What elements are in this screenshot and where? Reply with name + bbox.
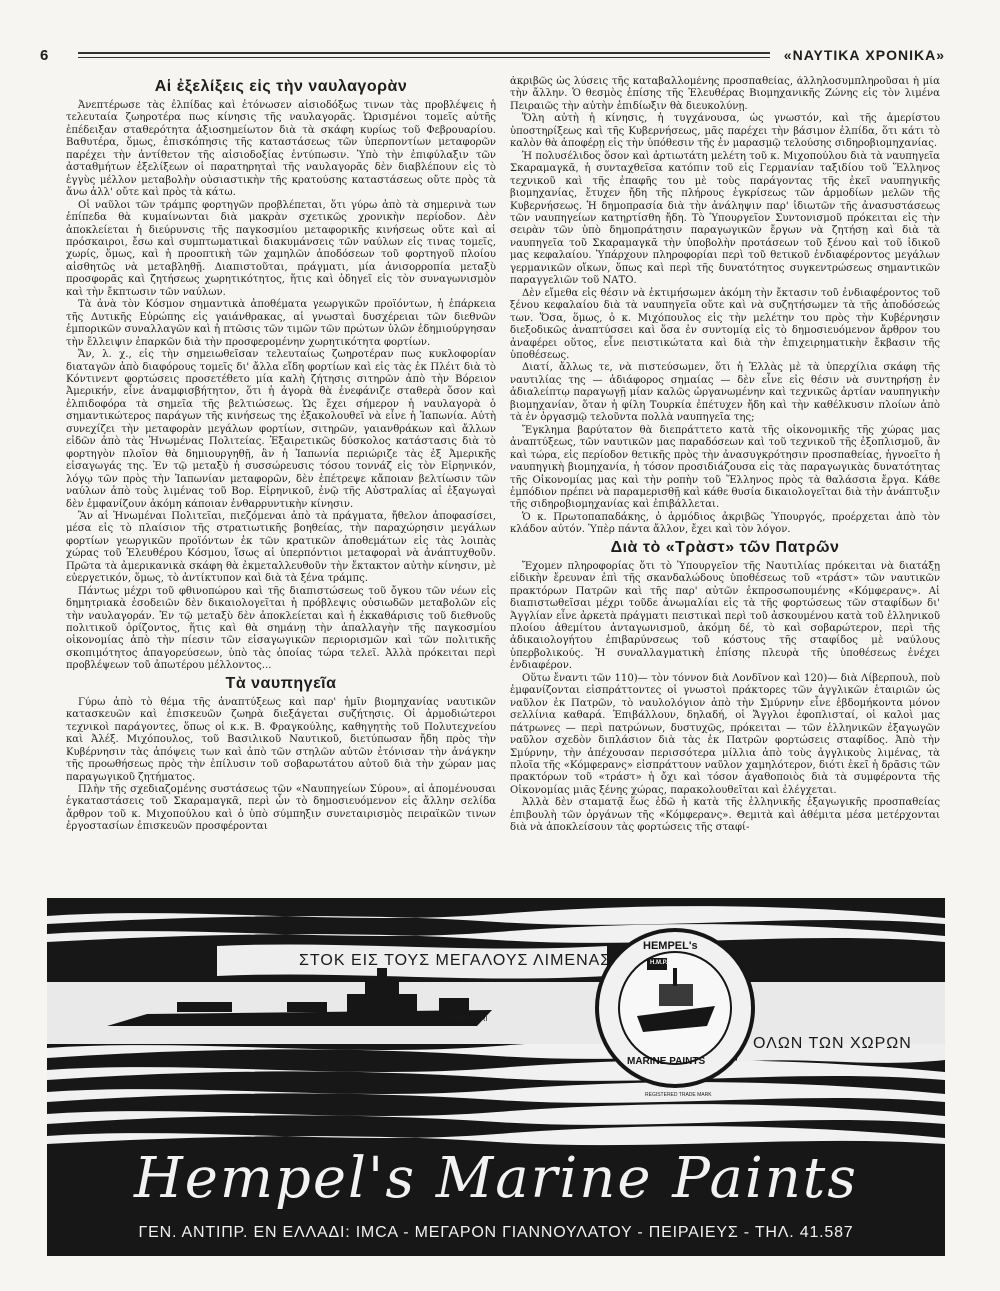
article-title-trast: Διὰ τὸ «Τρὰστ» τῶν Πατρῶν bbox=[610, 538, 840, 556]
paragraph: Ἔγκλημα βαρύτατον θὰ διεπράττετο κατὰ τῆς οἰκονομικῆς τῆς χώρας μας ἀναπτύξεως, τῶν ναυτικῶν μας παραδόσεων καὶ τοῦ τεχνικοῦ τῆς ἐξοπλισμοῦ, ἂν καὶ τώρα, εἰς περίοδον θετικῆς πρὸς τὴν ἀνασυγκρότησιν προσπαθείας, ἠγνοεῖτο ἡ ναυπηγικὴ βιομηχανία, ἡ τόσον προσιδιάζουσα εἰς τὰς παραγωγικὰς δυνατότητας τῆς Οἰκονομίας μας καὶ τὴν ροπὴν τοῦ Ἕλληνος πρὸς τὰ θαλάσσια ἔργα. Κάθε ἐμπόδιον πρέπει νὰ παραμερισθῇ καὶ κάθε θυσία δικαιολογεῖται διὰ τὴν ἀνάπτυξιν τῆς σιδηροβιομηχανίας καὶ ἐπιβάλλεται. bbox=[510, 424, 940, 511]
brand-script: Hempel's Marine Paints bbox=[133, 1146, 859, 1211]
paragraph: Διατί, ἄλλως τε, νὰ πιστεύσωμεν, ὅτι ἡ Ἑλλὰς μὲ τὰ ὑπερχίλια σκάφη τῆς ναυτιλίας της — ἀδιάφορος σημαίας — δὲν εἶνε εἰς θέσιν νὰ συντηρήσῃ ἐν ἀδιαλείπτῳ παραγωγῇ μίαν καλῶς ὠργανωμένην καὶ τεχνικῶς ἀρτίαν ναυπηγικὴν βιομηχανίαν, ὅταν ἡ φίλη Τουρκία ἐπέτυχεν ἤδη καὶ τὴν καθέλκυσιν πλοίων ἀπὸ τὰ ἐν ὀργασμῷ τελοῦντα πολλὰ ναυπηγεῖα της; bbox=[510, 362, 940, 424]
paragraph: Ἡ πολυσέλιδος ὅσον καὶ ἀρτιωτάτη μελέτη τοῦ κ. Μιχοπούλου διὰ τὰ ναυπηγεῖα Σκαραμαγκᾶ, ἡ συνταχθεῖσα κατόπιν τοῦ εἰς Γερμανίαν ταξιδίου τοῦ Ἕλληνος τεχνικοῦ καὶ τῆς ἐπαφῆς του μὲ τοὺς παράγοντας τῆς ἐκεῖ ναυπηγικῆς βιομηχανίας, ἔτυχεν ἤδη τῆς πλήρους ἐγκρίσεως τῶν ἁρμοδίων μελῶν τῆς Κυβερνήσεως. Ἡ δημοπρασία διὰ τὴν ἀνάληψιν παρ' ἰδιωτῶν τῆς ἀνασυστάσεως τῶν ναυπηγείων κατηρτίσθη ἤδη. Τὸ Ὑπουργεῖον Συντονισμοῦ πρόκειται εἰς τὴν σειρὰν τῶν ὑπὸ δημοπράτησιν παραγωγικῶν ἔργων νὰ ζητήσῃ καὶ διὰ τὰ ναυπηγεῖα τοῦ Σκαραμαγκᾶ τὴν ὑποβολὴν προτάσεων τοῦ ξένου καὶ τοῦ ἰδικοῦ μας κεφαλαίου. Ὑπάρχουν πληροφορίαι περὶ τοῦ θετικοῦ ἐνδιαφέροντος μεγάλων γερμανικῶν οἴκων, ὅπως καὶ περὶ τῆς δυνατότητος συγκεντρώσεως σημαντικῶν παραγγελιῶν τοῦ ΝΑΤΟ. bbox=[510, 150, 940, 287]
paragraph: Ἂν αἱ Ἡνωμέναι Πολιτεῖαι, πιεζόμεναι ἀπὸ τὰ πράγματα, ἤθελον ἀποφασίσει, μέσα εἰς τὸ πλαίσιον τῆς στρατιωτικῆς βοηθείας, τὴν παραχώρησιν μεγάλων φορτίων γεωργικῶν προϊόντων ἐκ τῶν κρατικῶν ἀποθεμάτων εἰς τὰς λοιπὰς χώρας τοῦ Ἐλευθέρου Κόσμου, ἴσως αἱ ὑπερπόντιοι μεταφοραὶ νὰ ἀνάπτυχθοῦν. Πρῶτα τὰ ἀμερικανικὰ σκάφη θὰ ἐκμεταλλευθοῦν τὴν ἔκτακτον αὐτὴν κίνησιν, μὲ εὐεργετικόν, ὅμως, τὸ ἀντίκτυπον καὶ διὰ τὰ ξένα τράμπς. bbox=[66, 510, 496, 585]
logo-text-small: REGISTERED TRADE MARK bbox=[645, 1092, 712, 1098]
logo-text-bottom: MARINE PAINTS bbox=[627, 1056, 706, 1067]
slogan-right: ΟΛΩΝ ΤΩΝ ΧΩΡΩΝ bbox=[753, 1035, 912, 1052]
paragraph: Ἄν, λ. χ., εἰς τὴν σημειωθεῖσαν τελευταίως ζωηροτέραν πως κυκλοφορίαν διαταγῶν ἀπὸ διαφόρους τομεῖς δι' ἄλλα εἴδη φορτίων καὶ εἰς τὰς ἐκ Πλέιτ διὰ τὸ Κόντινεντ φορτώσεις προσετέθετο μία καλὴ ζήτησις σιτηρῶν ἀπὸ τὴν Βόρειον Ἀμερικήν, εἶνε ἀναμφισβήτητον, ὅτι ἡ ἀγορὰ θὰ ἐνεφάνιζε σταθερὰ ὅσον καὶ ἐλπιδοφόρα τὰ σημεῖα τῆς βελτιώσεως. Ὡς ἔχει σήμερον ἡ ναυλαγορὰ ὁ σημαντικώτερος παράγων τῆς κινήσεως της ἐξακολουθεῖ νὰ εἶνε ἡ Ἰαπωνία. Αὐτὴ συνεχίζει τὴν μεταφορὰν μεγάλων φορτίων, σιτηρῶν, γαιανθράκων καὶ ἄλλων εἰδῶν ἀπὸ τὰς Ἡνωμένας Πολιτείας. Ἐξαιρετικῶς δύσκολος κατάστασις διὰ τὸ φορτηγὸν πλοῖον θὰ δημιουργηθῇ, ἂν ἡ Ἰαπωνία περιώριζε τὰς ἐξ Ἀμερικῆς εἰσαγωγάς της. Ἐν τῷ μεταξὺ ἡ συσσώρευσις τόσου τοννάζ εἰς τὸν Εἰρηνικόν, λόγῳ τῶν πρὸς τὴν Ἰαπωνίαν μεταφορῶν, δὲν ἐπέτρεψε κἄποιαν βελτίωσιν τῶν ναύλων ἀπὸ τοὺς λιμένας τοῦ Βορ. Εἰρηνικοῦ, ἐνῷ τῆς Αὐστραλίας αἱ ἐξαγωγαὶ δὲν ἐμφανίζουν ἀκόμη κάποιαν ἐνθαρρυντικὴν κίνησιν. bbox=[66, 349, 496, 510]
page-header bbox=[40, 42, 945, 68]
ad-address: ΓΕΝ. ΑΝΤΙΠΡ. ΕΝ ΕΛΛΑΔΙ: IMCA - ΜΕΓΑΡΟΝ ΓΙΑΝΝΟΥΛΑΤΟΥ - ΠΕΙΡΑΙΕΥΣ - ΤΗΛ. 41.587 bbox=[138, 1224, 854, 1241]
paragraph: Δὲν εἴμεθα εἰς θέσιν νὰ ἐκτιμήσωμεν ἀκόμη τὴν ἔκτασιν τοῦ ἐνδιαφέροντος τοῦ ξένου κεφαλαίου διὰ τὰ ναυπηγεῖα οὔτε καὶ νὰ συζητήσωμεν τὰ τῆς ἀποδόσεώς των. Ὅσα, ὅμως, ὁ κ. Μιχόπουλος εἰς τὴν μελέτην του πρὸς τὴν Κυβέρνησιν διεξοδικῶς ἀναπτύσσει καὶ ὅσα ἐν συντομίᾳ εἰς τὸ δημοσιευόμενον ἄρθρον του ἀναφέρει οὕτος, εἶνε πειστικώτατα καὶ διὰ τὴν ἐπιχειρηματικὴν ἔκβασιν τῆς ὑποθέσεως. bbox=[510, 287, 940, 361]
header-rule bbox=[78, 52, 770, 58]
article-title-exelixeis: Αἱ ἐξελίξεις εἰς τὴν ναυλαγορὰν bbox=[154, 78, 408, 95]
paragraph: Ἀνεπτέρωσε τὰς ἐλπίδας καὶ ἐτόνωσεν αἰσιοδόξως τινων τὰς προβλέψεις ἡ τελευταία ζωηροτέρα πως κίνησις τῆς ναυλαγορᾶς. Ὡρισμένοι τομεῖς αὐτῆς ἐπέδειξαν σταθερότητα ἀξιοσημείωτον διὰ τὰ σκάφη κυρίως τοῦ Φεβρουαρίου. Βαθυτέρα, ὅμως, ἐπισκόπησις τῆς καταστάσεως τῶν ὑπερποντίων μεταφορῶν παρέχει τὴν ἀντίθετον τῆς αἰσιοδοξίας ἐντύπωσιν. Ὑπὸ τὴν ἐπιφύλαξιν τῶν ἀσταθμήτων ἐξελίξεων οἱ παρατηρηταὶ τῆς ναυλαγορᾶς δὲν διαβλέπουν εἰς τὸ ἐγγὺς μέλλον μεταβολὴν οὐσιαστικὴν τῆς κρατούσης καταστάσεως οὔτε πρὸς τὰ ἄνω ἀλλ' οὔτε καὶ πρὸς τὰ κάτω. bbox=[66, 100, 496, 199]
article-title-naupigeia: Τὰ ναυπηγεῖα bbox=[225, 674, 337, 692]
paragraph: Ὅλη αὐτὴ ἡ κίνησις, ἡ τυγχάνουσα, ὡς γνωστόν, καὶ τῆς ἀμερίστου ὑποστηρίξεως καὶ τῆς Κυβερνήσεως, μᾶς παρέχει τὴν βάσιμον ἐλπίδα, ὅτι κάτι τὸ καλὸν θὰ ἀποφέρῃ εἰς τὴν ὑπόθεσιν τῆς ἐν μαρασμῷ τελούσης σιδηροβιομηχανίας. bbox=[510, 113, 940, 150]
logo-text-flag: H.M.P. bbox=[650, 960, 668, 966]
paragraph: Ὁ κ. Πρωτοπαπαδάκης, ὁ ἁρμόδιος ἀκριβῶς Ὑπουργός, προέρχεται ἀπὸ τὸν κλάδον αὐτόν. Ὑπὲρ πάντα ἄλλον, ἔχει καὶ τὸν λόγον. bbox=[510, 511, 940, 536]
paragraph: Τὰ ἀνὰ τὸν Κόσμον σημαντικὰ ἀποθέματα γεωργικῶν προϊόντων, ἡ ἐπάρκεια τῆς Δυτικῆς Εὐρώπης εἰς γαιάνθρακας, αἱ γνωσταὶ δυσχέρειαι τῶν διεθνῶν ἐμπορικῶν συναλλαγῶν καὶ ἡ πτῶσις τῶν τιμῶν τῶν πρώτων ὑλῶν ἐδημιούργησαν τὴν ἔλλειψιν ἐπαρκῶν διὰ τὴν προσφερομένην χωρητικότητα φορτίων. bbox=[66, 299, 496, 348]
paragraph: Πλὴν τῆς σχεδιαζομένης συστάσεως τῶν «Ναυπηγείων Σύρου», αἱ ἀπομένουσαι ἐγκαταστάσεις τοῦ Σκαραμαγκᾶ, περὶ ὧν τὸ δημοσιευόμενον εἰς ἄλλην σελίδα ἄρθρον τοῦ κ. Μιχοπούλου καὶ ὁ ὑπὸ σύμπηξιν συνεταιρισμὸς πειραϊκῶν τινων ἐργοστασίων ἐπισκευῶν προσφέρονται bbox=[66, 784, 496, 833]
paragraph: Οἱ ναῦλοι τῶν τράμπς φορτηγῶν προβλέπεται, ὅτι γύρω ἀπὸ τὰ σημερινὰ των ἐπίπεδα θὰ κυμαίνωνται διὰ μακρὰν σχετικῶς χρονικὴν περίοδον. Δὲν ἀποκλείεται ἡ διεύρυνσις τῆς παγκοσμίου μεταφορικῆς κινήσεως οὔτε καὶ αἱ πρόσκαιροι, ἔσω καὶ συμπτωματικαὶ διακυμάνσεις τῶν ναύλων εἰς τινας τομεῖς, χωρίς, ὅμως, καὶ ἡ προοπτικὴ τῶν χαμηλῶν ἀποδόσεων τοῦ φορτηγοῦ πλοίου αἰσθητῶς νὰ μεταβληθῇ. Διαπιστοῦται, πράγματι, μία ἀνισορροπία μεταξὺ προσφορᾶς καὶ ζητήσεως χωρητικότητος, ἥτις καὶ ὁδηγεῖ εἰς τὸν συναγωνισμὸν καὶ τὴν ἔκπτωσιν τῶν ναύλων. bbox=[66, 199, 496, 298]
paragraph: Γύρω ἀπὸ τὸ θέμα τῆς ἀναπτύξεως καὶ παρ' ἡμῖν βιομηχανίας ναυτικῶν κατασκευῶν καὶ ἐπισκευῶν ζωηρὰ διεξάγεται συζήτησις. Οἱ ἁρμοδιώτεροι τεχνικοὶ παράγοντες, ὅπως οἱ κ.κ. Β. Φραγκούλης, καθηγητὴς τοῦ Πολυτεχνείου καὶ Ἀλέξ. Μιχόπουλος, τοῦ Βασιλικοῦ Ναυτικοῦ, διετύπωσαν ἤδη πρὸς τὴν Κυβέρνησιν τὰς ἀπόψεις των καὶ ἀπὸ τῶν στηλῶν αὐτῶν ἐτόνισαν τὴν ἀνάγκην τῆς προωθήσεως πρὸς τὴν ἐπίλυσιν τοῦ σοβαρωτάτου αὐτοῦ διὰ τὴν χώραν μας παραγωγικοῦ ζητήματος. bbox=[66, 696, 496, 783]
logo-text-top: HEMPEL's bbox=[643, 940, 698, 952]
masthead: «ΝΑΥΤΙΚΑ ΧΡΟΝΙΚΑ» bbox=[783, 47, 945, 63]
paragraph: Ἔχομεν πληροφορίας ὅτι τὸ Ὑπουργεῖον τῆς Ναυτιλίας πρόκειται νὰ διατάξῃ εἰδικὴν ἔρευναν ἐπὶ τῆς σκανδαλώδους ὑποθέσεως τοῦ «τράστ» τῶν ναυτικῶν πρακτόρων Πατρῶν καὶ τῆς παρ' αὐτῶν ἐκπροσωπουμένης «Κόμφερανς». Αἱ διαπιστωθεῖσαι μέχρι τοῦδε ἀνωμαλίαι εἰς τὰ τῆς φορτώσεως τῶν σταφίδων δι' Ἀγγλίαν εἶνε ἀρκετὰ πράγματι πειστικαὶ περὶ τοῦ ἀσκουμένου κατὰ τοῦ ἑλληνικοῦ πλοίου ἀθεμίτου ἀνταγωνισμοῦ, ἀκόμη δέ, τὸ καὶ σοβαρώτερον, περὶ τῆς ἀδικαιολογήτου ἐπιβαρύνσεως τοῦ κόστους τῆς σταφίδος μὲ ναύλους ὑπερβολικούς. Ἡ συναλλαγματικὴ ἐπίσης πλευρὰ τῆς ὑποθέσεως ἐνέχει ἐνδιαφέρον. bbox=[510, 560, 940, 672]
ship-name: HEMPATORI bbox=[447, 1016, 488, 1023]
paragraph: ἀκριβῶς ὡς λύσεις τῆς καταβαλλομένης προσπαθείας, ἀλληλοσυμπληροῦσαι ἡ μία τὴν ἄλλην. Ὁ θεσμὸς ἐπίσης τῆς Ἐλευθέρας Βιομηχανικῆς Ζώνης εἰς τὸν λιμένα Πειραιῶς τὴν αὐτὴν ἐπιδίωξιν θὰ διευκολύνῃ. bbox=[510, 76, 940, 112]
slogan-top: ΣΤΟΚ ΕΙΣ ΤΟΥΣ ΜΕΓΑΛΟΥΣ ΛΙΜΕΝΑΣ bbox=[299, 952, 612, 969]
left-column bbox=[66, 76, 496, 886]
page-number: 6 bbox=[40, 46, 49, 64]
paragraph: Ἀλλὰ δὲν σταματᾷ ἕως ἐδῶ ἡ κατὰ τῆς ἑλληνικῆς ἐξαγωγικῆς προσπαθείας ἐπιβουλὴ τῶν ὀργάνων τῆς «Κόμφερανς». Θεμιτὰ καὶ ἀθέμιτα μέσα μετέρχονται διὰ νὰ ἀποκλείσουν τὰς φορτώσεις τῆς σταφί- bbox=[510, 797, 940, 834]
paragraph: Πάντως μέχρι τοῦ φθινοπώρου καὶ τῆς διαπιστώσεως τοῦ ὄγκου τῶν νέων εἰς δημητριακὰ ἐσοδειῶν δὲν δικαιολογεῖται ἡ πρόβλεψις οὐσιωδῶν μεταβολῶν εἰς τὴν ναυλαγοράν. Ἐν τῷ μεταξὺ δὲν ἀποκλείεται καὶ ἡ ἐκκαθάρισις τοῦ διεθνοῦς πολιτικοῦ ὁρίζοντος, ἥτις καὶ θὰ σημάνῃ τὴν ἀπαλλαγὴν τῆς παγκοσμίου οἰκονομίας ἀπὸ τὴν πίεσιν τῶν εἰσαγωγικῶν περιορισμῶν καὶ τῶν πολιτικῆς σκοπιμότητος ἀπαγορεύσεων, ὑπὸ τὰς ὁποίας τώρα τελεῖ. Ἀλλὰ πρόκειται περὶ προβλέψεων τοῦ ἀπωτέρου μέλλοντος... bbox=[66, 585, 496, 672]
paragraph: Οὕτω ἔναντι τῶν 110)— τὸν τόννον διὰ Λονδῖνον καὶ 120)— διὰ Λίβερπουλ, ποὺ ἐμφανίζονται εἰσπράττοντες οἱ γνωστοὶ πράκτορες τῶν ἀγγλικῶν ἑταιριῶν ὡς ναῦλον ἐκ Πατρῶν, τὸ ναυλολόγιον ἀπὸ τὴν Σμύρνην εἶνε ἑβδομήκοντα μόνον σελλίνια καθαρά. Ἐπιβάλλουν, δηλαδή, οἱ Ἄγγλοι ἐφοπλισταί, οἱ καλοὶ μας πάτρωνες — περὶ πατρώνων, δυστυχῶς, πρόκειται — τῶν ἑλληνικῶν ἐξαγωγῶν ναῦλον σχεδὸν διπλάσιον διὰ τὰς ἐκ Πατρῶν φορτώσεις σταφίδος. Ἀπὸ τὴν Σμύρνην, τὴν ἀπέχουσαν περισσότερα μίλλια ἀπὸ τοὺς ἀγγλικοὺς λιμένας, τὰ πλοῖα τῆς «Κόμφερανς» εἰσπράττουν ναῦλον χαμηλότερον, διότι ἐκεῖ ἡ δρᾶσις τῶν πρακτόρων τοῦ «τράστ» ἡ ὄχι καὶ τόσον ἀγαθοποιὸς διὰ τὰ συμφέροντα τῆς Οἰκονομίας μιᾶς ξένης χώρας, παρακολουθεῖται καὶ ἐλέγχεται. bbox=[510, 672, 940, 796]
hempel-advertisement bbox=[47, 898, 945, 1256]
right-column bbox=[510, 76, 940, 886]
